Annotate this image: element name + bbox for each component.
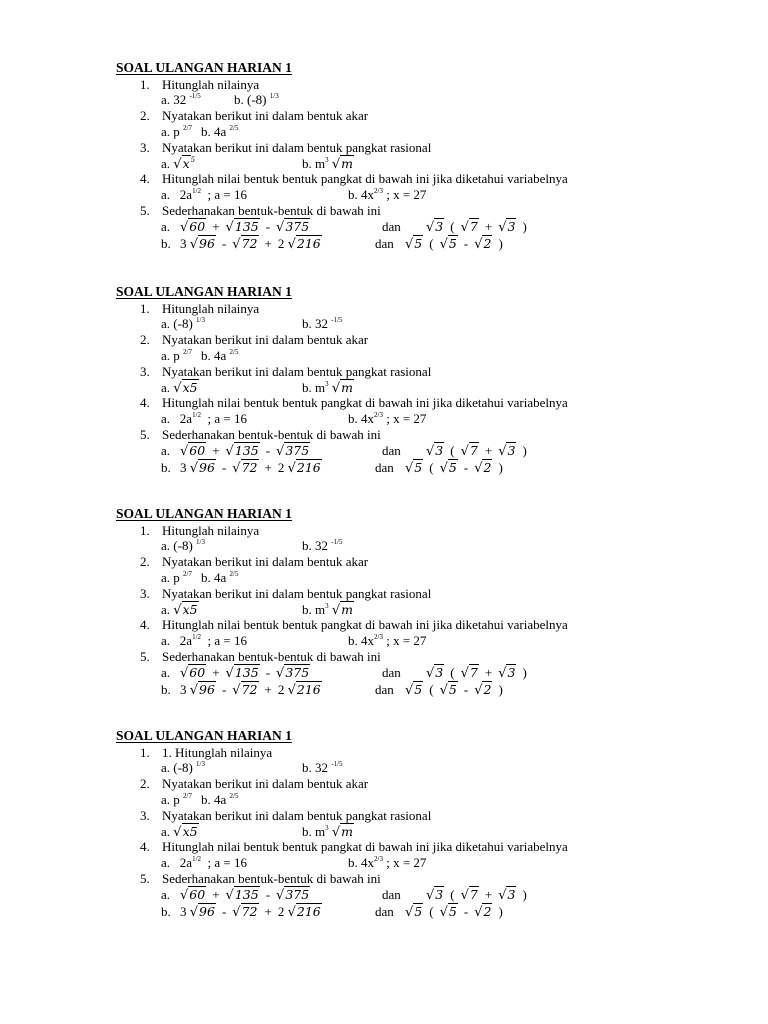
radicand: 375 [285,443,310,458]
sqrt-expression [190,904,216,920]
sqrt-expression [332,380,354,396]
sqrt-expression [426,443,444,459]
sqrt-expression [405,236,423,252]
sqrt-expression [226,665,260,681]
sqrt-symbol-icon: √ [180,444,189,459]
option-b: b. $m^3$ √m [302,824,354,840]
question-number: 2. [140,108,150,123]
sqrt-symbol-icon: √ [232,905,241,920]
sqrt-symbol-icon: √ [460,444,469,459]
radicand: 135 [234,665,259,680]
sqrt-expression [498,443,516,459]
radicand: 96 [199,904,215,919]
sqrt-symbol-icon: √ [276,888,285,903]
sqrt-symbol-icon: √ [173,381,182,396]
sqrt-symbol-icon: √ [225,888,234,903]
sqrt-symbol-icon: √ [498,220,507,235]
radicand: 216 [296,236,321,251]
sqrt-symbol-icon: √ [460,220,469,235]
sqrt-symbol-icon: √ [276,666,285,681]
sqrt-symbol-icon: √ [189,683,199,698]
sqrt-symbol-icon: √ [405,461,414,476]
sqrt-symbol-icon: √ [474,683,483,698]
radicand: 5 [414,236,423,251]
sqrt-expression [190,682,216,698]
sqrt-symbol-icon: √ [331,603,341,618]
sqrt-expression [461,219,479,235]
sqrt-symbol-icon: √ [439,683,448,698]
question-text: Nyatakan berikut ini dalam bentuk pangkat rasional [162,808,432,823]
option-a: a. 32 $^{-1/5}$ [161,92,201,107]
sqrt-expression [232,460,258,476]
sqrt-expression [180,443,206,459]
sqrt-expression [426,219,444,235]
radicand: 60 [189,887,206,902]
sqrt-symbol-icon: √ [189,237,199,252]
dan-label: dan [375,682,394,697]
option-a-label: a. [161,443,171,458]
sqrt-symbol-icon: √ [426,666,435,681]
radicand: 5 [448,904,457,919]
dan-label: dan [375,904,394,919]
option-b-expression-2: √5 ( √5 - √2 ) [405,236,503,252]
sqrt-expression [461,665,479,681]
option-b-expression: 3 √96 - √72 + 2 √216 [180,236,321,252]
question-text: 1. Hitunglah nilainya [162,745,273,760]
question-text: Hitunglah nilainya [162,301,260,316]
radicand: 7 [469,219,478,234]
question-text: Nyatakan berikut ini dalam bentuk pangkat rasional [162,140,432,155]
question-number: 3. [140,364,150,379]
sqrt-expression [226,219,260,235]
section-title: SOAL ULANGAN HARIAN 1 [116,284,292,299]
radicand: 7 [469,887,478,902]
question-text: Sederhanakan bentuk-bentuk di bawah ini [162,427,381,442]
option-a: a. √x5 [161,602,198,618]
sqrt-symbol-icon: √ [498,888,507,903]
sqrt-symbol-icon: √ [331,381,341,396]
radicand: 2 [483,682,492,697]
sqrt-symbol-icon: √ [225,666,234,681]
option-a: a. (-8) $^{1/3}$ [161,760,205,775]
option-b: b. $m^3$ √m [302,602,354,618]
sqrt-expression [276,887,310,903]
radicand: 3 [507,443,516,458]
sqrt-symbol-icon: √ [460,888,469,903]
sqrt-expression [440,460,458,476]
sqrt-symbol-icon: √ [232,461,241,476]
question-number: 5. [140,203,150,218]
option-b-expression: 3 √96 - √72 + 2 √216 [180,682,321,698]
sqrt-symbol-icon: √ [405,237,414,252]
radicand: 3 [435,443,444,458]
sqrt-symbol-icon: √ [426,444,435,459]
sqrt-expression [332,156,354,172]
option-b: b. 4a $^{2/5}$ [201,792,239,807]
sqrt-expression [232,904,258,920]
sqrt-expression [440,236,458,252]
question-number: 1. [140,745,150,760]
option-b: b. (-8) $^{1/3}$ [234,92,279,107]
sqrt-symbol-icon: √ [287,237,296,252]
question-number: 2. [140,332,150,347]
sqrt-symbol-icon: √ [439,461,448,476]
sqrt-symbol-icon: √ [173,603,182,618]
sqrt-expression [180,665,206,681]
sqrt-symbol-icon: √ [426,220,435,235]
question-text: Sederhanakan bentuk-bentuk di bawah ini [162,871,381,886]
sqrt-symbol-icon: √ [405,683,414,698]
quiz-section [0,506,768,706]
sqrt-symbol-icon: √ [225,220,234,235]
radicand: 5 [414,460,423,475]
question-number: 1. [140,301,150,316]
option-b: b. 4a $^{2/5}$ [201,124,239,139]
option-a-label: a. [161,887,171,902]
sqrt-expression [232,236,258,252]
question-number: 3. [140,140,150,155]
option-a: a. $2a^{1/2}$ ; a = 16 [161,855,247,870]
radicand: 3 [435,665,444,680]
sqrt-symbol-icon: √ [173,825,182,840]
dan-label: dan [382,443,401,458]
option-b-label: b. [161,904,171,919]
sqrt-symbol-icon: √ [498,444,507,459]
sqrt-symbol-icon: √ [232,683,241,698]
radicand: 60 [189,443,206,458]
sqrt-expression [190,236,216,252]
sqrt-expression [288,460,322,476]
section-title: SOAL ULANGAN HARIAN 1 [116,60,292,75]
radicand: 7 [469,665,478,680]
sqrt-expression [498,219,516,235]
option-a-expression: √60 + √135 - √375 [180,665,310,681]
quiz-section [0,284,768,484]
sqrt-symbol-icon: √ [180,220,189,235]
radicand: 375 [285,219,310,234]
radicand: x5 [182,824,198,839]
radicand: x5 [182,380,198,395]
sqrt-expression [405,460,423,476]
sqrt-symbol-icon: √ [439,237,448,252]
radicand: 7 [469,443,478,458]
option-b: b. $m^3$ √m [302,380,354,396]
sqrt-symbol-icon: √ [180,666,189,681]
question-number: 3. [140,586,150,601]
sqrt-expression [226,887,260,903]
radicand: 60 [189,665,206,680]
radicand: 135 [234,887,259,902]
sqrt-expression [226,443,260,459]
radicand: x [182,156,190,171]
radicand: 72 [241,904,258,919]
radicand: 96 [199,460,215,475]
option-a: a. $2a^{1/2}$ ; a = 16 [161,411,247,426]
radicand: 5 [448,460,457,475]
option-a-expression-2: √3 ( √7 + √3 ) [426,219,527,235]
question-text: Hitunglah nilainya [162,77,260,92]
question-text: Sederhanakan bentuk-bentuk di bawah ini [162,649,381,664]
sqrt-expression [461,443,479,459]
sqrt-expression [498,665,516,681]
radicand: 3 [507,219,516,234]
option-a: a. (-8) $^{1/3}$ [161,316,205,331]
option-b-label: b. [161,682,171,697]
option-b: b. $m^3$ √m [302,156,354,172]
sqrt-expression [232,682,258,698]
radicand: m [341,380,354,395]
question-number: 4. [140,617,150,632]
sqrt-symbol-icon: √ [474,905,483,920]
question-text: Sederhanakan bentuk-bentuk di bawah ini [162,203,381,218]
sqrt-symbol-icon: √ [276,444,285,459]
radicand: 3 [507,887,516,902]
sqrt-expression [276,665,310,681]
sqrt-expression [332,824,354,840]
question-text: Hitunglah nilai bentuk bentuk pangkat di bawah ini jika diketahui variabelnya [162,617,568,632]
option-a-expression-2: √3 ( √7 + √3 ) [426,665,527,681]
option-b-expression-2: √5 ( √5 - √2 ) [405,682,503,698]
sqrt-symbol-icon: √ [460,666,469,681]
question-text: Nyatakan berikut ini dalam bentuk akar [162,332,369,347]
sqrt-expression [426,887,444,903]
question-number: 5. [140,427,150,442]
radicand: 72 [241,236,258,251]
question-text: Nyatakan berikut ini dalam bentuk akar [162,554,369,569]
option-a: a. √x5 [161,824,198,840]
sqrt-symbol-icon: √ [331,825,341,840]
option-a: a. p $^{2/7}$ [161,792,192,807]
option-a: a. (-8) $^{1/3}$ [161,538,205,553]
sqrt-symbol-icon: √ [225,444,234,459]
sqrt-expression [474,460,492,476]
question-number: 3. [140,808,150,823]
sqrt-symbol-icon: √ [180,888,189,903]
question-number: 4. [140,395,150,410]
question-text: Hitunglah nilai bentuk bentuk pangkat di bawah ini jika diketahui variabelnya [162,395,568,410]
sqrt-expression [288,682,322,698]
option-b: b. $4x^{2/3}$ ; x = 27 [348,855,427,870]
option-b-label: b. [161,236,171,251]
option-a: a. p $^{2/7}$ [161,570,192,585]
option-a-expression-2: √3 ( √7 + √3 ) [426,443,527,459]
radicand: 135 [234,443,259,458]
option-a-expression: √60 + √135 - √375 [180,219,310,235]
radicand: m [341,602,354,617]
option-b: b. 32 $^{-1/5}$ [302,538,343,553]
radicand: 3 [507,665,516,680]
option-b: b. $4x^{2/3}$ ; x = 27 [348,411,427,426]
quiz-section [0,60,768,260]
option-b-expression-2: √5 ( √5 - √2 ) [405,904,503,920]
sqrt-expression [474,236,492,252]
sqrt-symbol-icon: √ [439,905,448,920]
sqrt-expression [276,219,310,235]
option-b-label: b. [161,460,171,475]
sqrt-symbol-icon: √ [287,683,296,698]
option-a: a. $2a^{1/2}$ ; a = 16 [161,633,247,648]
sqrt-symbol-icon: √ [173,157,182,172]
question-number: 4. [140,171,150,186]
radicand: 5 [448,236,457,251]
option-b-expression: 3 √96 - √72 + 2 √216 [180,904,321,920]
dan-label: dan [375,460,394,475]
sqrt-symbol-icon: √ [426,888,435,903]
radicand: 5 [414,904,423,919]
question-number: 2. [140,554,150,569]
radicand: 375 [285,665,310,680]
radicand: 2 [483,236,492,251]
option-a-expression: √60 + √135 - √375 [180,887,310,903]
question-text: Nyatakan berikut ini dalam bentuk pangkat rasional [162,586,432,601]
sqrt-symbol-icon: √ [189,905,199,920]
question-text: Hitunglah nilainya [162,523,260,538]
radicand: 216 [296,682,321,697]
question-number: 1. [140,523,150,538]
option-a: a. p $^{2/7}$ [161,124,192,139]
radicand: 2 [483,904,492,919]
option-b: b. 32 $^{-1/5}$ [302,760,343,775]
option-b-expression-2: √5 ( √5 - √2 ) [405,460,503,476]
radicand: 60 [189,219,206,234]
section-title: SOAL ULANGAN HARIAN 1 [116,728,292,743]
sqrt-symbol-icon: √ [498,666,507,681]
option-b: b. 4a $^{2/5}$ [201,348,239,363]
question-text: Nyatakan berikut ini dalam bentuk pangkat rasional [162,364,432,379]
option-b: b. $4x^{2/3}$ ; x = 27 [348,633,427,648]
question-number: 2. [140,776,150,791]
sqrt-expression [190,460,216,476]
sqrt-expression: $√x^5$ [173,156,196,172]
radicand: 135 [234,219,259,234]
sqrt-expression [276,443,310,459]
option-a-expression-2: √3 ( √7 + √3 ) [426,887,527,903]
question-text: Nyatakan berikut ini dalam bentuk akar [162,776,369,791]
sqrt-expression [180,887,206,903]
question-text: Nyatakan berikut ini dalam bentuk akar [162,108,369,123]
radicand: 5 [414,682,423,697]
radicand: 216 [296,460,321,475]
sqrt-symbol-icon: √ [474,461,483,476]
radicand: 96 [199,236,215,251]
radicand: 96 [199,682,215,697]
option-a: a. p $^{2/7}$ [161,348,192,363]
option-b-expression: 3 √96 - √72 + 2 √216 [180,460,321,476]
radicand: 72 [241,682,258,697]
radicand: 2 [483,460,492,475]
radicand: x5 [182,602,198,617]
question-number: 1. [140,77,150,92]
radicand: 72 [241,460,258,475]
sqrt-expression [474,904,492,920]
radicand: 5 [448,682,457,697]
option-a: a. √x5 [161,380,198,396]
option-b: b. 4a $^{2/5}$ [201,570,239,585]
option-b: b. $4x^{2/3}$ ; x = 27 [348,187,427,202]
question-number: 5. [140,649,150,664]
sqrt-symbol-icon: √ [287,461,296,476]
sqrt-expression [288,236,322,252]
option-a-expression: √60 + √135 - √375 [180,443,310,459]
dan-label: dan [375,236,394,251]
sqrt-symbol-icon: √ [287,905,296,920]
question-text: Hitunglah nilai bentuk bentuk pangkat di bawah ini jika diketahui variabelnya [162,839,568,854]
dan-label: dan [382,887,401,902]
sqrt-expression [405,904,423,920]
sqrt-symbol-icon: √ [276,220,285,235]
option-a-label: a. [161,219,171,234]
question-number: 5. [140,871,150,886]
sqrt-expression [461,887,479,903]
option-a: a. $√x^5$ [161,156,196,172]
dan-label: dan [382,665,401,680]
sqrt-expression [498,887,516,903]
radicand: 3 [435,219,444,234]
quiz-section [0,728,768,928]
radicand: m [341,156,354,171]
sqrt-expression [180,219,206,235]
radicand: m [341,824,354,839]
sqrt-expression [332,602,354,618]
option-b: b. 32 $^{-1/5}$ [302,316,343,331]
radicand: 3 [435,887,444,902]
sqrt-expression [288,904,322,920]
sqrt-expression [474,682,492,698]
sqrt-expression [426,665,444,681]
radicand: 375 [285,887,310,902]
sqrt-expression [405,682,423,698]
sqrt-symbol-icon: √ [232,237,241,252]
sqrt-symbol-icon: √ [331,157,341,172]
question-number: 4. [140,839,150,854]
sqrt-expression [440,682,458,698]
question-text: Hitunglah nilai bentuk bentuk pangkat di bawah ini jika diketahui variabelnya [162,171,568,186]
dan-label: dan [382,219,401,234]
radicand: 216 [296,904,321,919]
sqrt-symbol-icon: √ [474,237,483,252]
sqrt-symbol-icon: √ [189,461,199,476]
sqrt-symbol-icon: √ [405,905,414,920]
option-a-label: a. [161,665,171,680]
sqrt-expression [440,904,458,920]
section-title: SOAL ULANGAN HARIAN 1 [116,506,292,521]
option-a: a. $2a^{1/2}$ ; a = 16 [161,187,247,202]
